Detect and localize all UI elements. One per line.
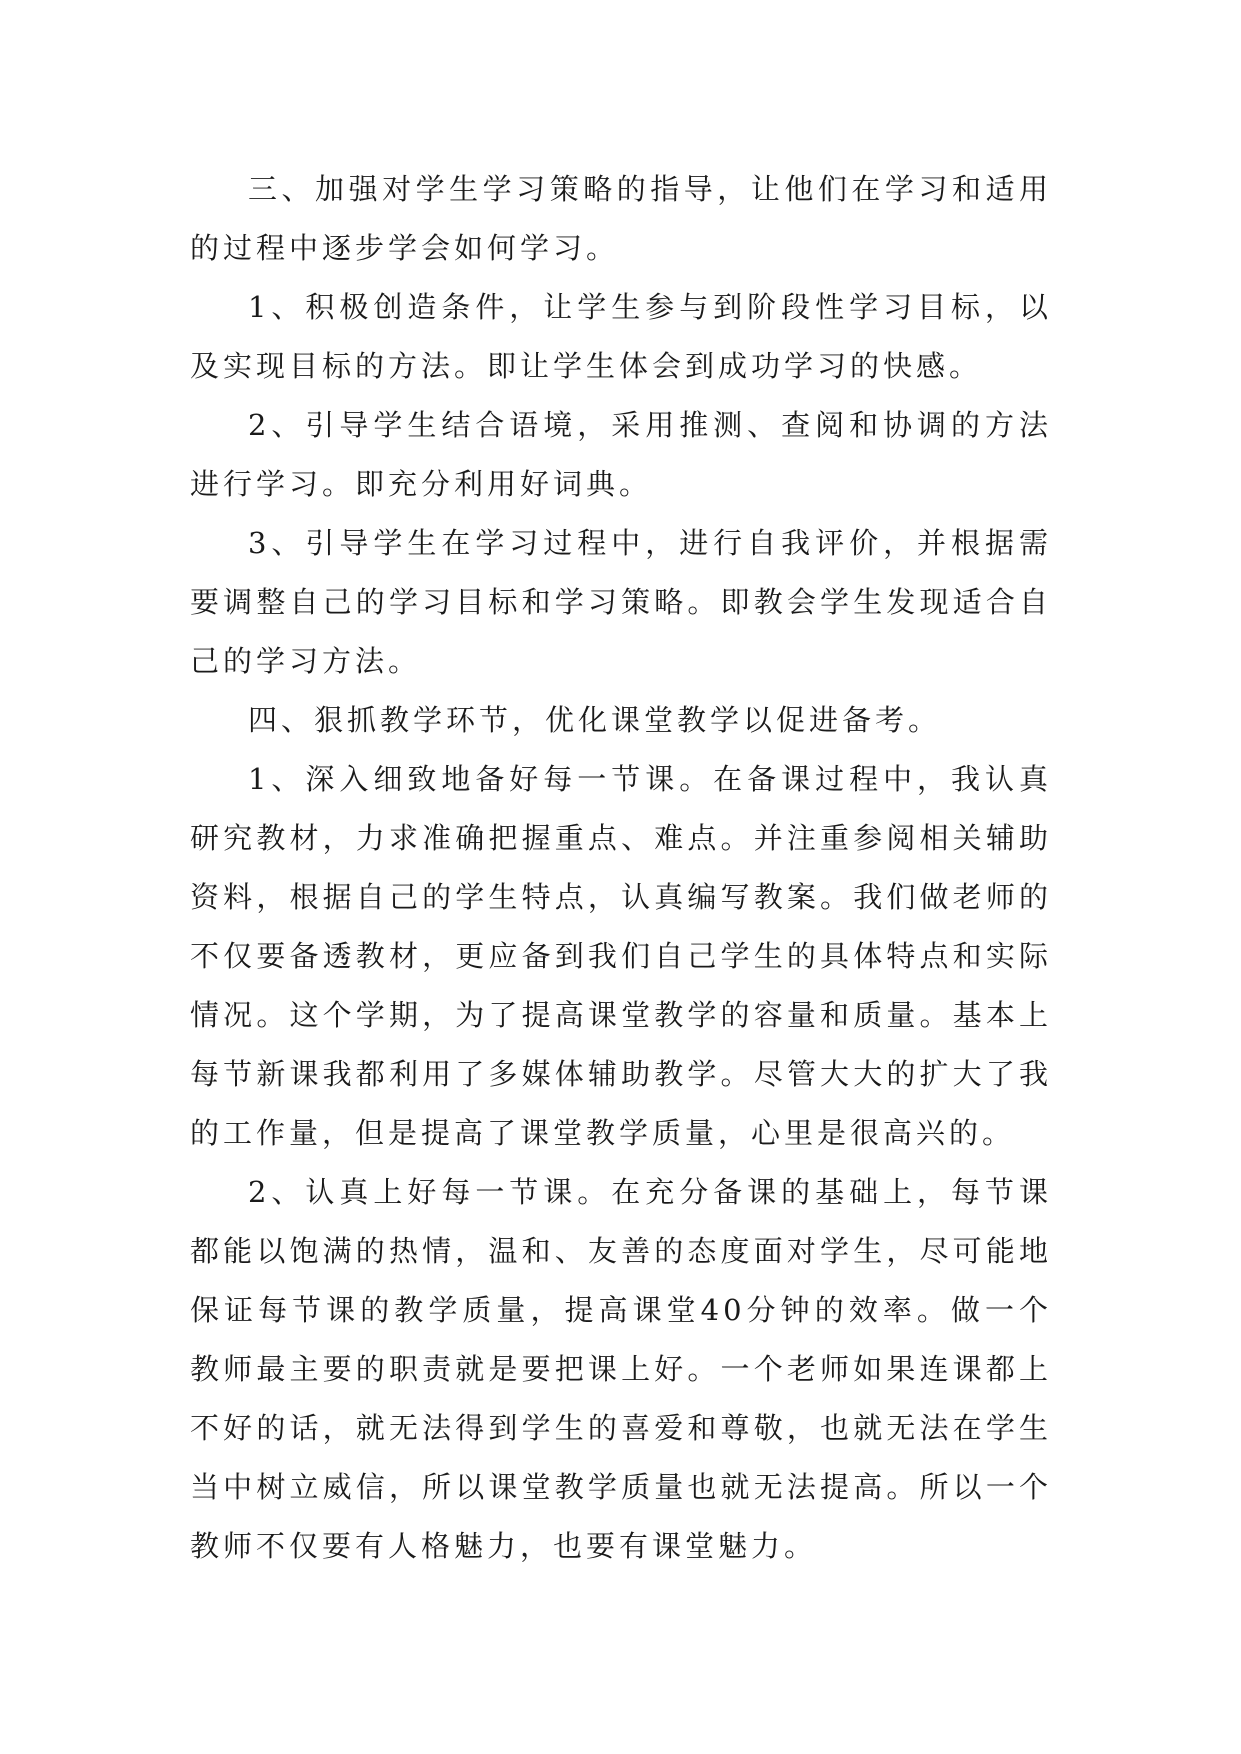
- document-body: [190, 160, 1052, 1576]
- paragraph-section-3-heading: 三、加强对学生学习策略的指导，让他们在学习和适用的过程中逐步学会如何学习。: [190, 172, 1052, 265]
- paragraph-4-2: 2、认真上好每一节课。在充分备课的基础上，每节课都能以饱满的热情，温和、友善的态度面对学生，尽可能地保证每节课的教学质量，提高课堂40分钟的效率。做一个教师最主要的职责就是要把课上好。一个老师如果连课都上不好的话，就无法得到学生的喜爱和尊敬，也就无法在学生当中树立威信，所以课堂教学质量也就无法提高。所以一个教师不仅要有人格魅力，也要有课堂魅力。: [190, 1175, 1052, 1563]
- paragraph-3-1: 1、积极创造条件，让学生参与到阶段性学习目标，以及实现目标的方法。即让学生体会到成功学习的快感。: [190, 290, 1052, 383]
- paragraph-section-4-heading: 四、狠抓教学环节，优化课堂教学以促进备考。: [248, 703, 942, 737]
- paragraph-4-1: 1、深入细致地备好每一节课。在备课过程中，我认真研究教材，力求准确把握重点、难点。并注重参阅相关辅助资料，根据自己的学生特点，认真编写教案。我们做老师的不仅要备透教材，更应备到我们自己学生的具体特点和实际情况。这个学期，为了提高课堂教学的容量和质量。基本上每节新课我都利用了多媒体辅助教学。尽管大大的扩大了我的工作量，但是提高了课堂教学质量，心里是很高兴的。: [190, 762, 1052, 1150]
- paragraph-3-3: 3、引导学生在学习过程中，进行自我评价，并根据需要调整自己的学习目标和学习策略。即教会学生发现适合自己的学习方法。: [190, 526, 1052, 678]
- paragraph-3-2: 2、引导学生结合语境，采用推测、查阅和协调的方法进行学习。即充分利用好词典。: [190, 408, 1052, 501]
